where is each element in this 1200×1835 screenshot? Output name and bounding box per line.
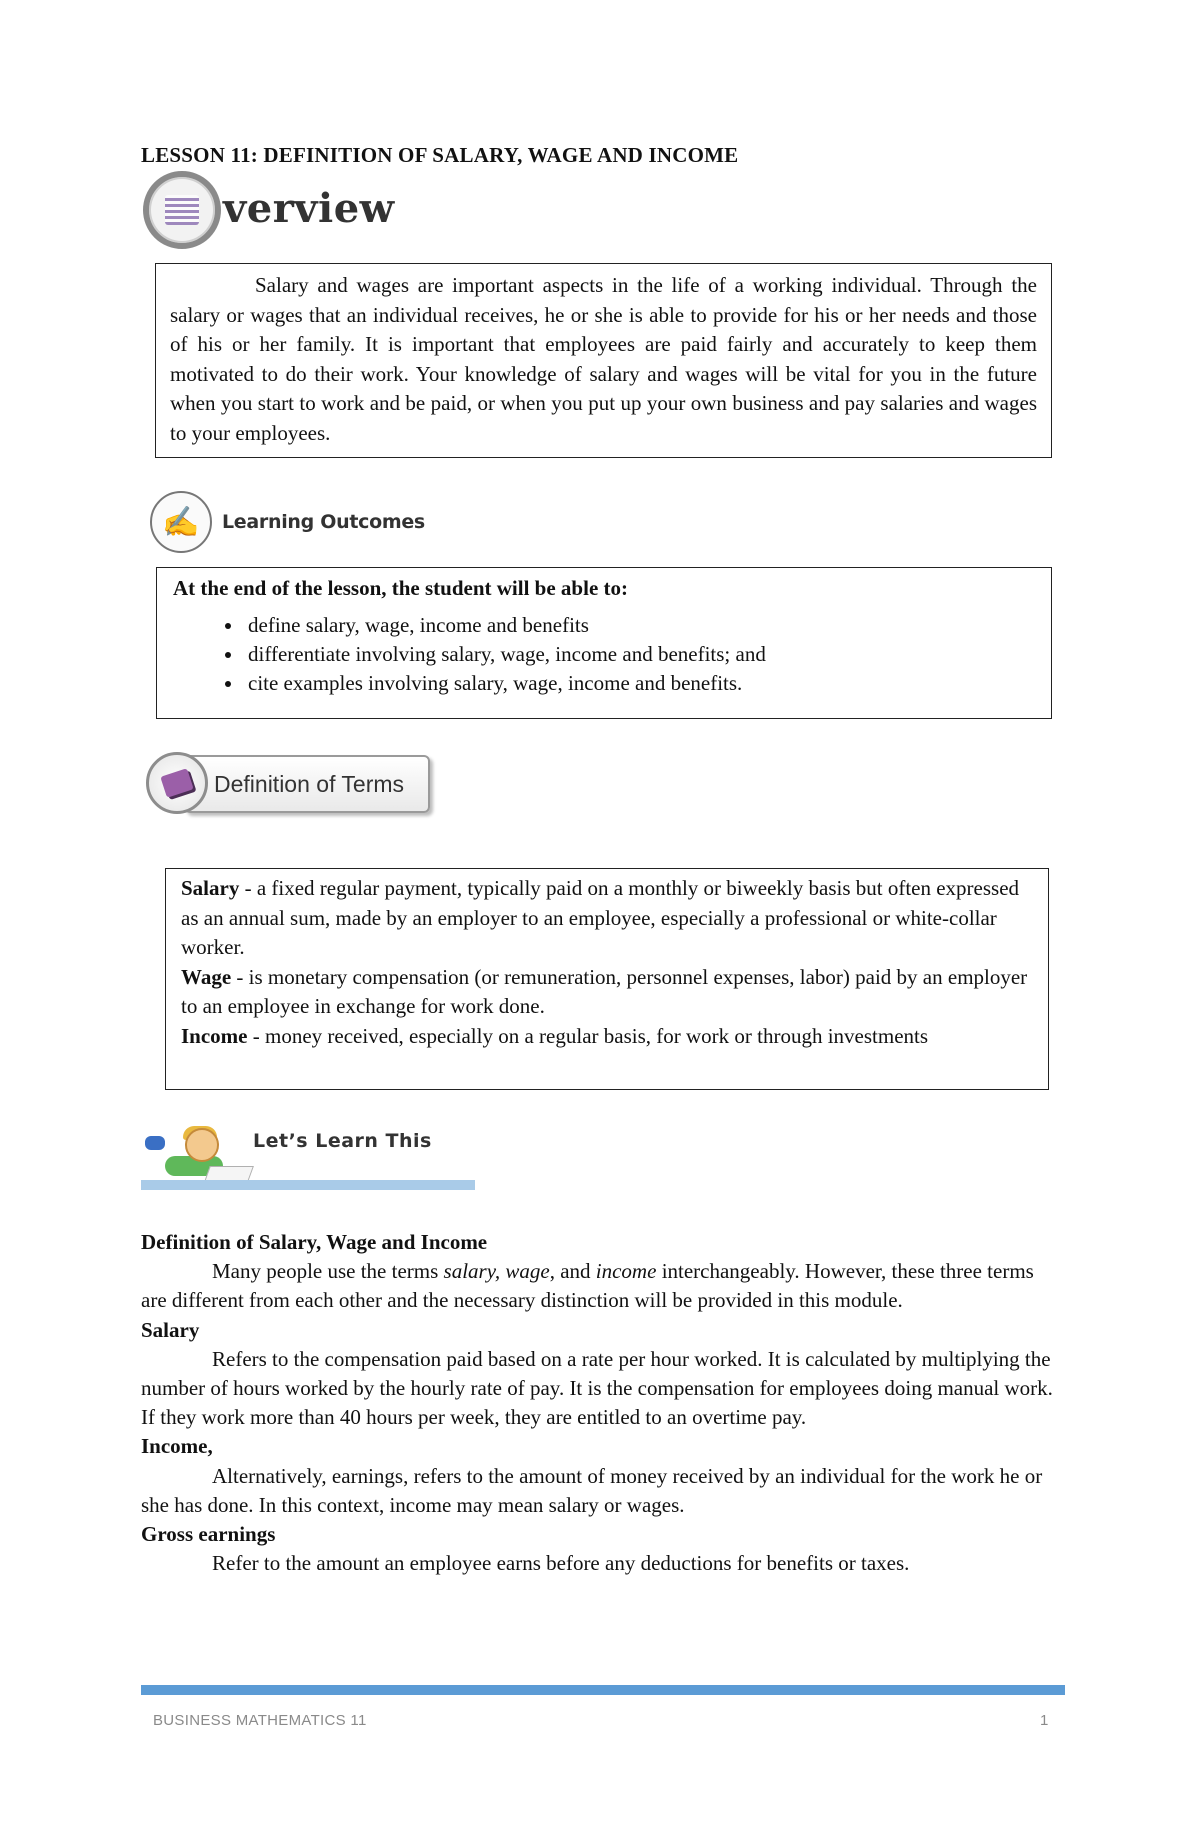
learning-outcomes-label: Learning Outcomes — [222, 511, 425, 533]
banner-bar — [141, 1180, 475, 1190]
term-definition: - is monetary compensation (or remuneration, personnel expenses, labor) paid by an employer to an employee in exchange for work done. — [181, 964, 1028, 1018]
learning-outcomes-badge — [150, 488, 425, 556]
intro-italic-terms: salary, wage — [443, 1259, 550, 1284]
overview-logo-icon — [143, 171, 221, 249]
section-heading: Definition of Salary, Wage and Income — [141, 1230, 488, 1254]
definition-of-terms-label: Definition of Terms — [214, 770, 405, 797]
outcomes-list — [173, 611, 1035, 698]
list-item: • differentiate involving salary, wage, income and benefits; and — [244, 640, 1035, 669]
term-wage — [181, 963, 1033, 1022]
salary-heading: Salary — [141, 1317, 200, 1342]
overview-badge-label: verview — [223, 184, 395, 232]
page-number: 1 — [1040, 1712, 1049, 1729]
term-definition: - money received, especially on a regular basis, for work or through investments — [247, 1023, 929, 1048]
definition-of-terms-tab — [184, 755, 430, 813]
hand-pencil-icon: ✍ — [150, 491, 212, 553]
intro-text: Many people use the terms — [212, 1259, 444, 1284]
gross-earnings-heading: Gross earnings — [141, 1522, 276, 1547]
intro-text: interchangeably. However, these three terms are different from each other and the necessary distinction will be provided in this module. — [141, 1259, 1034, 1313]
overview-text: Salary and wages are important aspects in the life of a working individual. Through the salary or wages that an individual receives, he or she is able to provide for his or her needs and those of his or her family. It is important that employees are paid fairly and accurately to keep them motivated to do their work. Your knowledge of salary and wages will be vital for you in the future when you start to work and be paid, or when you put up your own business and pay salaries and wages to your employees. — [170, 273, 1037, 445]
outcomes-box — [156, 567, 1052, 719]
definition-of-terms-badge — [146, 752, 432, 818]
overview-box — [155, 263, 1052, 458]
overview-badge — [143, 172, 395, 248]
term-name: Income — [181, 1023, 248, 1048]
intro-italic-income: income — [595, 1259, 657, 1284]
lets-learn-this-label: Let’s Learn This — [253, 1130, 432, 1152]
intro-text: , and — [549, 1259, 596, 1284]
footer-title: BUSINESS MATHEMATICS 11 — [153, 1712, 367, 1729]
lesson-title: LESSON 11: DEFINITION OF SALARY, WAGE AND INCOME — [141, 143, 739, 167]
term-definition: - a fixed regular payment, typically paid on a monthly or biweekly basis but often expressed as an annual sum, made by an employer to an employee, especially a professional or white-collar worker. — [181, 876, 1020, 959]
salary-paragraph: Refers to the compensation paid based on a rate per hour worked. It is calculated by multiplying the number of hours worked by the hourly rate of pay. It is the compensation for employees doing manual work. If they work more than 40 hours per week, they are entitled to an overtime pay. — [141, 1346, 1053, 1430]
footer-bar — [141, 1685, 1065, 1695]
term-salary — [181, 874, 1033, 963]
gross-earnings-paragraph: Refer to the amount an employee earns before any deductions for benefits or taxes. — [212, 1551, 910, 1576]
intro-paragraph — [141, 1257, 1061, 1315]
terms-box — [165, 868, 1049, 1090]
term-income — [181, 1022, 1033, 1052]
income-heading: Income, — [141, 1434, 213, 1459]
list-item: • define salary, wage, income and benefits — [244, 611, 1035, 640]
reading-child-icon — [145, 1126, 253, 1184]
term-name: Salary — [181, 876, 240, 900]
list-item: • cite examples involving salary, wage, income and benefits. — [244, 669, 1035, 698]
lets-learn-this-banner — [141, 1126, 475, 1190]
book-icon — [146, 752, 208, 814]
income-paragraph: Alternatively, earnings, refers to the amount of money received by an individual for the work he or she has done. In this context, income may mean salary or wages. — [141, 1463, 1043, 1517]
outcomes-intro: At the end of the lesson, the student will be able to: — [173, 576, 628, 600]
lesson-body — [141, 1228, 1061, 1578]
term-name: Wage — [181, 964, 232, 989]
